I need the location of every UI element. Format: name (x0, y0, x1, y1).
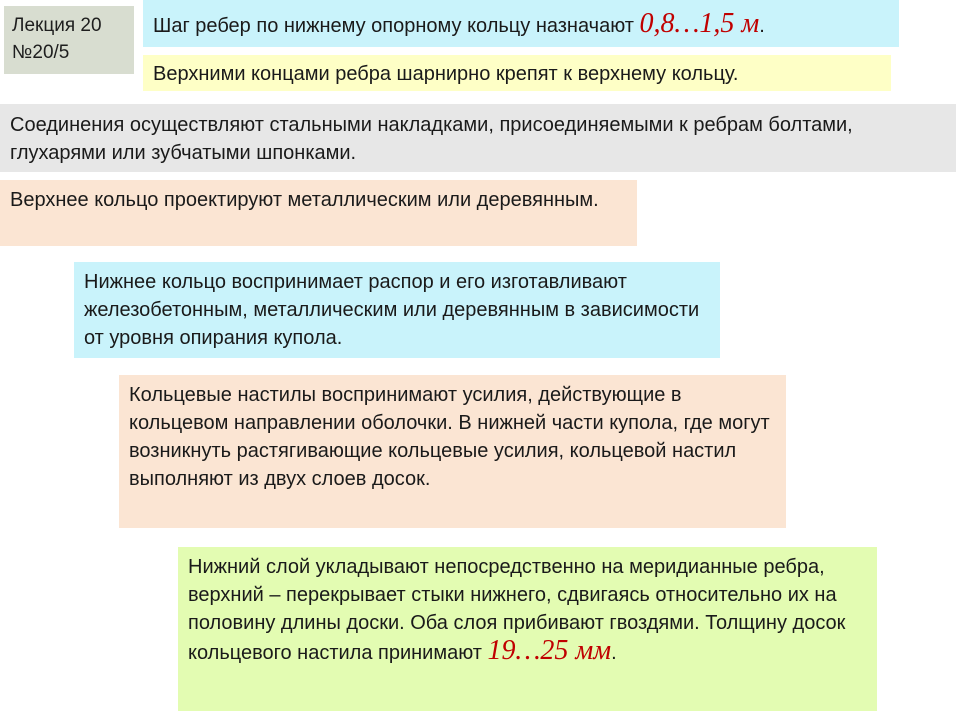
lecture-number: Лекция 20 (12, 15, 102, 36)
lower-layer-block (178, 547, 877, 711)
lower-layer-text: Нижний слой укладывают непосредственно на меридианные ребра, верхний – перекрывает стыки нижнего, сдвигаясь относительно их на половину длины доски. Оба слоя прибивают гвоздями. Толщину досок кольцевого настила принимают (188, 556, 846, 664)
rib-step-end: . (759, 15, 765, 37)
hinged-ends-text: Верхними концами ребра шарнирно крепят к верхнему кольцу. (153, 63, 739, 85)
lower-ring-block (74, 262, 720, 358)
joints-block (0, 104, 956, 172)
lower-layer-end: . (611, 642, 617, 664)
rib-step-text: Шаг ребер по нижнему опорному кольцу назначают (153, 15, 640, 37)
slide-number: №20/5 (12, 42, 70, 63)
lecture-label (4, 6, 134, 74)
rib-step-block (143, 0, 899, 47)
ring-decks-block (119, 375, 786, 528)
upper-ring-text: Верхнее кольцо проектируют металлическим или деревянным. (10, 189, 599, 211)
board-thickness-value: 19…25 мм (487, 635, 612, 666)
joints-text: Соединения осуществляют стальными накладками, присоединяемыми к ребрам болтами, глухарями или зубчатыми шпонками. (10, 114, 853, 164)
lower-ring-text: Нижнее кольцо воспринимает распор и его изготавливают железобетонным, металлическим или деревянным в зависимости от уровня опирания купола. (84, 271, 700, 349)
hinged-ends-block (143, 55, 891, 91)
rib-step-value: 0,8…1,5 м (639, 8, 760, 39)
upper-ring-block (0, 180, 637, 246)
ring-decks-text: Кольцевые настилы воспринимают усилия, действующие в кольцевом направлении оболочки. В нижней части купола, где могут возникнуть растягивающие кольцевые усилия, кольцевой настил выполняют из двух слоев досок. (129, 384, 770, 490)
